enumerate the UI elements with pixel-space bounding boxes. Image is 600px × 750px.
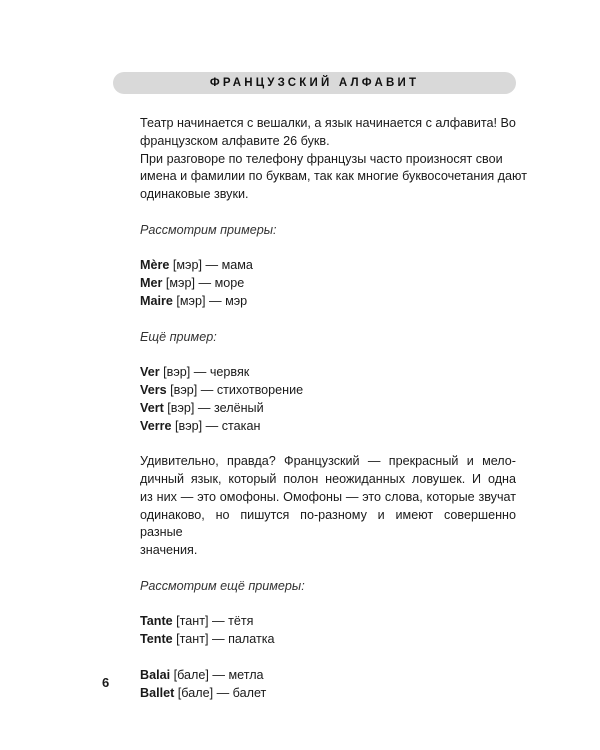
french-word: Ver <box>140 365 160 380</box>
text-line: Удивительно, правда? Французский — прекрасный и мело- <box>140 454 516 469</box>
example-entry <box>140 400 516 418</box>
example-entry <box>140 613 516 631</box>
example-list-3a <box>140 613 516 649</box>
french-word: Mer <box>140 276 163 291</box>
examples-lead-3: Рассмотрим ещё примеры: <box>140 578 305 593</box>
french-word: Tente <box>140 632 173 647</box>
french-word: Vers <box>140 382 167 397</box>
text-line: значения. <box>140 543 198 558</box>
example-entry <box>140 257 516 275</box>
french-word: Verre <box>140 418 172 433</box>
example-translation: [вэр] — червяк <box>159 365 250 380</box>
example-translation: [вэр] — стихотворение <box>166 382 304 397</box>
text-line: При разговоре по телефону французы часто произносят свои <box>140 151 503 166</box>
text-line: одинаковые звуки. <box>140 187 249 202</box>
example-translation: [мэр] — мэр <box>172 293 248 308</box>
example-list-2 <box>140 364 516 435</box>
chapter-title: ФРАНЦУЗСКИЙ АЛФАВИТ <box>209 77 420 89</box>
example-translation: [тант] — тётя <box>172 614 254 629</box>
french-word: Balai <box>140 667 171 682</box>
chapter-header-bar <box>113 72 516 94</box>
text-line: одинаково, но пишутся по-разному и имеют совершенно разные <box>140 507 516 540</box>
example-entry <box>140 275 516 293</box>
page-number: 6 <box>102 675 110 690</box>
examples-lead-2: Ещё пример: <box>140 329 217 344</box>
intro-paragraph-2 <box>140 151 527 204</box>
examples-lead-1: Рассмотрим примеры: <box>140 222 277 237</box>
text-line: Театр начинается с вешалки, а язык начинается с алфавита! Во <box>140 116 516 130</box>
french-word: Vert <box>140 400 164 415</box>
text-line: французском алфавите 26 букв. <box>140 133 330 148</box>
example-entry <box>140 685 516 703</box>
french-word: Tante <box>140 614 173 629</box>
french-word: Maire <box>140 293 173 308</box>
page-content <box>140 115 527 702</box>
example-translation: [мэр] — мама <box>169 258 253 273</box>
example-entry <box>140 293 516 311</box>
example-entry <box>140 382 516 400</box>
example-translation: [бале] — метла <box>170 667 264 682</box>
example-translation: [мэр] — море <box>162 276 245 291</box>
example-translation: [вэр] — зелёный <box>163 400 264 415</box>
french-word: Ballet <box>140 685 175 700</box>
example-translation: [тант] — палатка <box>172 632 275 647</box>
example-list-1 <box>140 257 516 310</box>
example-entry <box>140 667 516 685</box>
intro-paragraph-1 <box>140 115 516 151</box>
example-list-3b <box>140 667 516 703</box>
text-line: из них — это омофоны. Омофоны — это слова, которые звучат <box>140 489 516 504</box>
example-entry <box>140 631 516 649</box>
example-entry <box>140 364 516 382</box>
example-entry <box>140 418 516 436</box>
text-line: имена и фамилии по буквам, так как многие буквосочетания дают <box>140 169 527 184</box>
example-translation: [бале] — балет <box>174 685 267 700</box>
text-line: дичный язык, который полон неожиданных ловушек. И одна <box>140 471 516 486</box>
french-word: Mère <box>140 258 170 273</box>
example-translation: [вэр] — стакан <box>171 418 261 433</box>
explanation-paragraph <box>140 453 516 560</box>
